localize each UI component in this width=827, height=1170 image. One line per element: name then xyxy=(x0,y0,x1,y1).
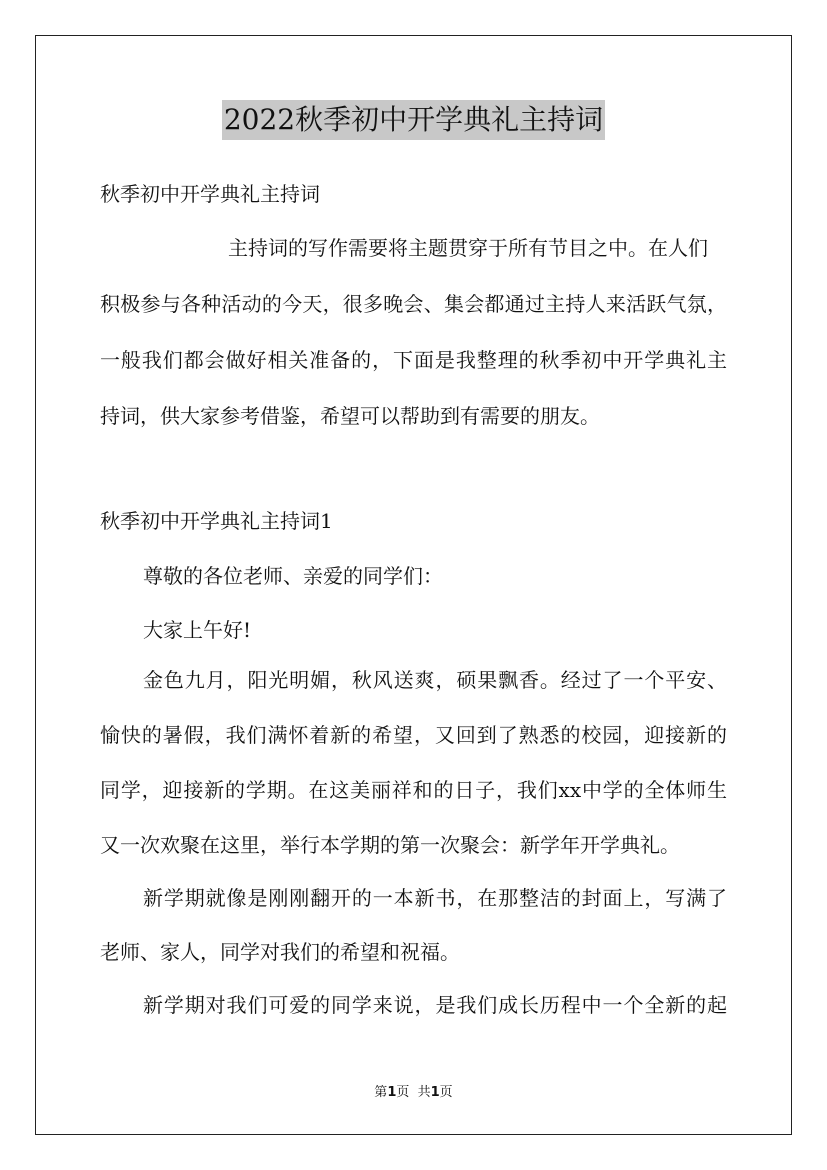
greeting-line-2: 大家上午好! xyxy=(143,618,252,642)
page-footer xyxy=(0,1084,827,1102)
footer-prefix: 第 xyxy=(374,1085,388,1100)
document-title: 2022秋季初中开学典礼主持词 xyxy=(222,100,605,140)
para2-line-1: 新学期就像是刚刚翻开的一本新书，在那整洁的封面上，写满了 xyxy=(143,886,727,910)
footer-mid: 页 共 xyxy=(396,1085,431,1100)
intro-line-3: 一般我们都会做好相关准备的，下面是我整理的秋季初中开学典礼主 xyxy=(100,348,727,372)
footer-suffix: 页 xyxy=(439,1085,453,1100)
para1-line-1: 金色九月，阳光明媚，秋风送爽，硕果飘香。经过了一个平安、 xyxy=(143,668,727,692)
greeting-line: 尊敬的各位老师、亲爱的同学们： xyxy=(143,564,443,588)
footer-page-total: 1 xyxy=(430,1085,440,1100)
intro-line-1: 主持词的写作需要将主题贯穿于所有节目之中。在人们 xyxy=(228,236,708,260)
title-container xyxy=(0,100,827,140)
footer-page-current: 1 xyxy=(387,1085,397,1100)
para1-line-3: 同学，迎接新的学期。在这美丽祥和的日子，我们xx中学的全体师生 xyxy=(100,778,727,802)
intro-line-2: 积极参与各种活动的今天，很多晚会、集会都通过主持人来活跃气氛， xyxy=(100,292,727,316)
document-subtitle: 秋季初中开学典礼主持词 xyxy=(100,182,320,206)
para1-line-4: 又一次欢聚在这里，举行本学期的第一次聚会：新学年开学典礼。 xyxy=(100,833,680,857)
para1-line-2: 愉快的暑假，我们满怀着新的希望，又回到了熟悉的校园，迎接新的 xyxy=(100,723,727,747)
para3-line-1: 新学期对我们可爱的同学来说，是我们成长历程中一个全新的起 xyxy=(143,993,727,1017)
para2-line-2: 老师、家人，同学对我们的希望和祝福。 xyxy=(100,940,460,964)
section-heading: 秋季初中开学典礼主持词1 xyxy=(100,509,333,533)
intro-line-4: 持词，供大家参考借鉴，希望可以帮助到有需要的朋友。 xyxy=(100,404,600,428)
